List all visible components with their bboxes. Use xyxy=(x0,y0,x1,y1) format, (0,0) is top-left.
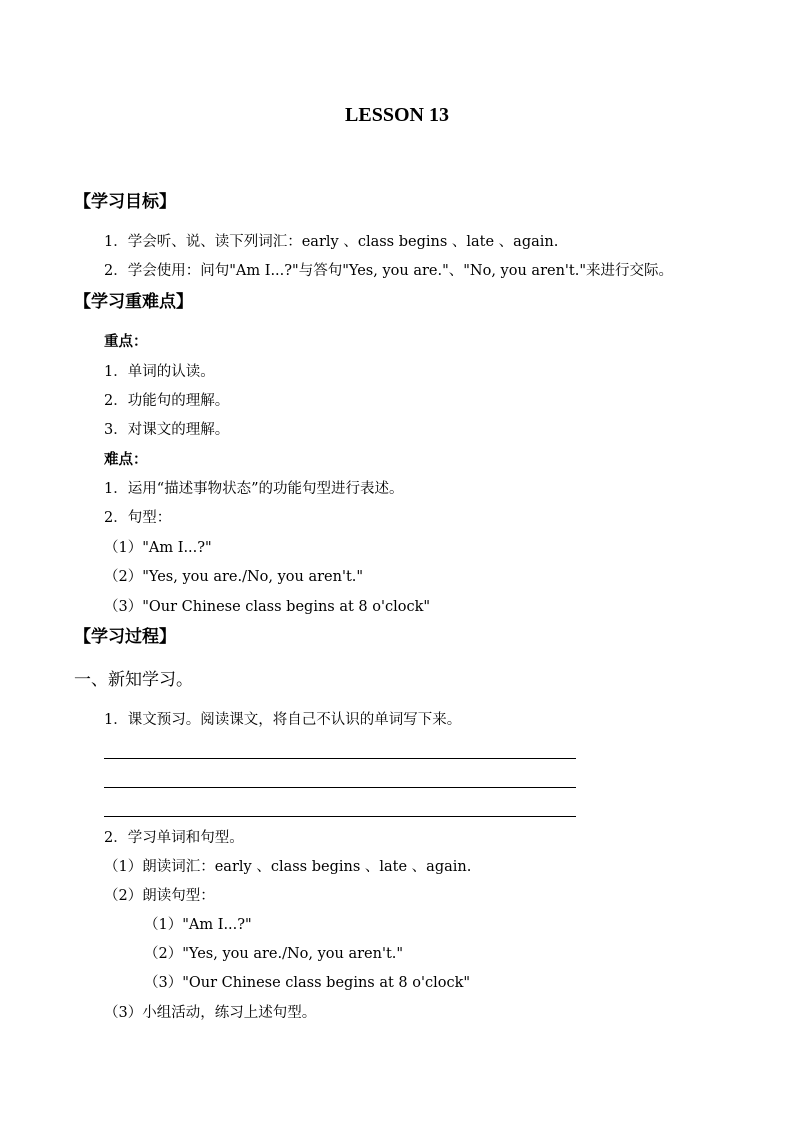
answer-line-3[interactable] xyxy=(104,816,576,817)
answer-line-2[interactable] xyxy=(104,787,576,788)
pattern-item-3: （3）"Our Chinese class begins at 8 o'clock" xyxy=(104,599,431,615)
goals-heading: 【学习目标】 xyxy=(74,192,176,212)
focus-item-1: 1．单词的认读。 xyxy=(104,364,215,380)
step2-pattern-1: （1）"Am I...?" xyxy=(144,917,252,933)
key-points-heading: 【学习重难点】 xyxy=(74,292,193,312)
goal-item-1: 1．学会听、说、读下列词汇：early 、class begins 、late 、again. xyxy=(104,234,559,250)
step2-patterns-label: （2）朗读句型： xyxy=(104,888,215,904)
goal-item-2: 2．学会使用：问句"Am I...?"与答句"Yes, you are."、"No, you aren't."来进行交际。 xyxy=(104,263,674,279)
step2-vocab: （1）朗读词汇：early 、class begins 、late 、again. xyxy=(104,859,472,875)
part1-title: 一、新知学习。 xyxy=(74,670,193,690)
focus-item-3: 3．对课文的理解。 xyxy=(104,422,230,438)
difficulty-item-1: 1．运用“描述事物状态”的功能句型进行表述。 xyxy=(104,481,404,497)
focus-item-2: 2．功能句的理解。 xyxy=(104,393,230,409)
page-title: LESSON 13 xyxy=(345,104,449,126)
step1-text: 1．课文预习。阅读课文，将自己不认识的单词写下来。 xyxy=(104,712,462,728)
difficulty-item-2: 2．句型： xyxy=(104,510,172,526)
focus-label: 重点： xyxy=(104,333,148,350)
answer-line-1[interactable] xyxy=(104,758,576,759)
step2-pattern-2: （2）"Yes, you are./No, you aren't." xyxy=(144,946,404,962)
step2-group-activity: （3）小组活动，练习上述句型。 xyxy=(104,1005,317,1021)
step2-text: 2．学习单词和句型。 xyxy=(104,830,244,846)
step2-pattern-3: （3）"Our Chinese class begins at 8 o'clock" xyxy=(144,975,471,991)
process-heading: 【学习过程】 xyxy=(74,627,176,647)
pattern-item-2: （2）"Yes, you are./No, you aren't." xyxy=(104,569,364,585)
pattern-item-1: （1）"Am I...?" xyxy=(104,540,212,556)
difficulty-label: 难点： xyxy=(104,451,148,468)
